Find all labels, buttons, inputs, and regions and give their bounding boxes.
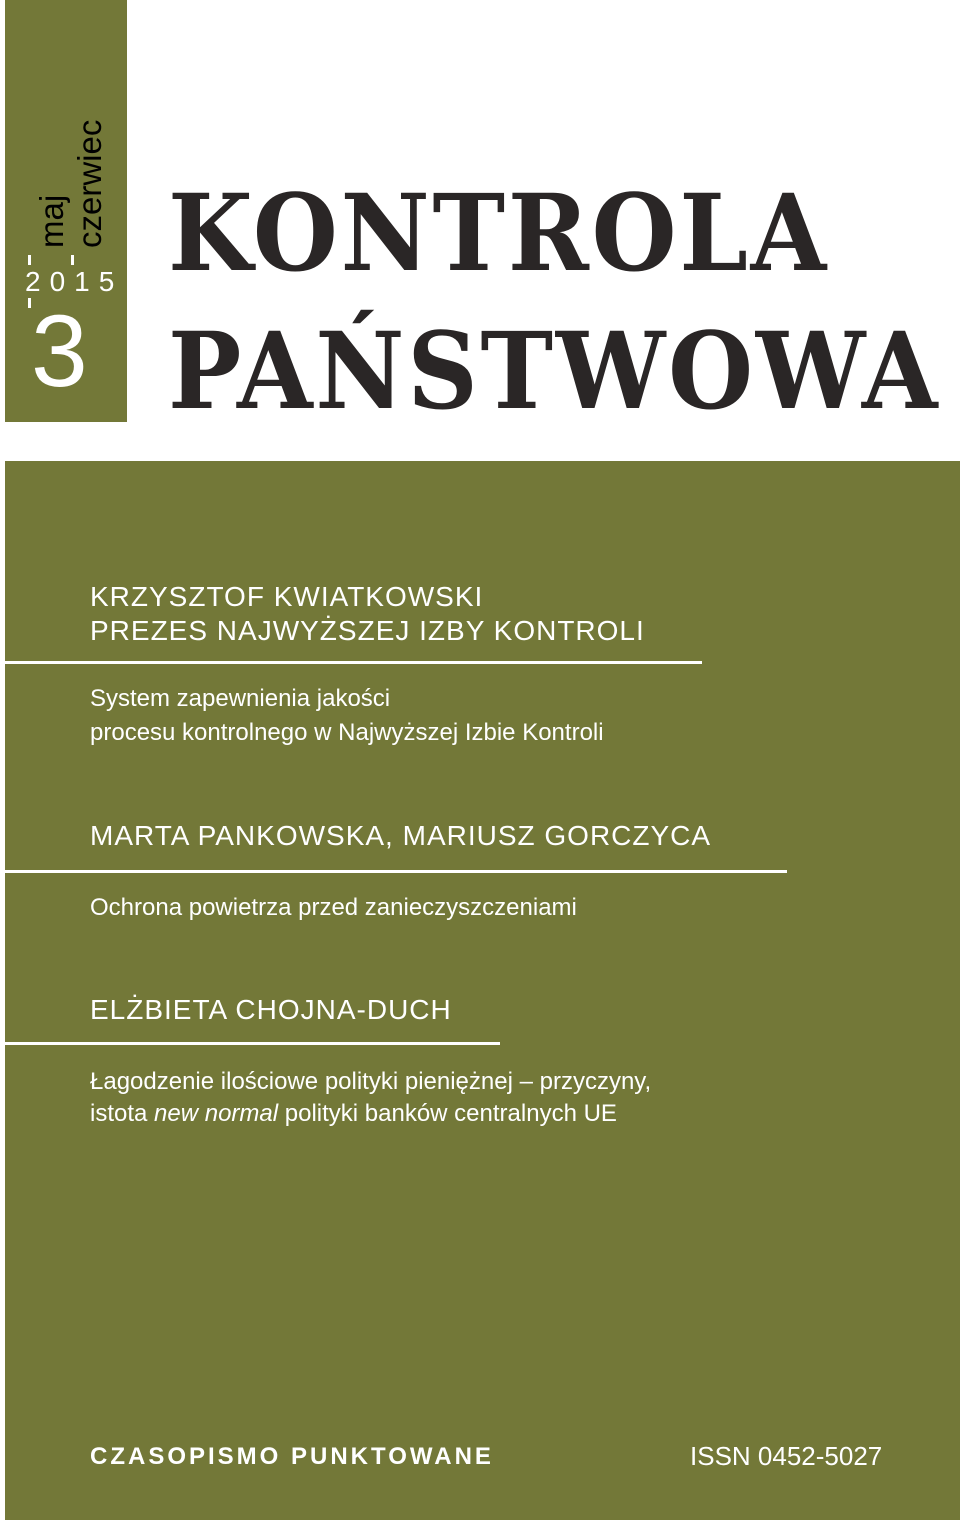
article3-title-pre: istota — [90, 1100, 155, 1127]
article2-rule — [5, 870, 787, 873]
divider-tick-mid — [71, 255, 74, 265]
month-maj: maj — [33, 194, 70, 248]
year-label: 2015 — [25, 266, 124, 297]
article3-title-line1: Łagodzenie ilościowe polityki pieniężnej – przyczyny, — [90, 1068, 652, 1095]
article1-author: KRZYSZTOF KWIATKOWSKI — [90, 581, 484, 612]
article3-title-line2 — [90, 1097, 617, 1131]
footer-issn: ISSN 0452-5027 — [690, 1441, 883, 1471]
article3-title-post: polityki banków centralnych UE — [278, 1100, 617, 1127]
article1-title-line1: System zapewnienia jakości — [90, 685, 391, 712]
contents-panel — [5, 461, 960, 1520]
article2-title: Ochrona powietrza przed zanieczyszczeniami — [90, 894, 577, 921]
issue-number: 3 — [31, 294, 88, 408]
footer-journal-status: CZASOPISMO PUNKTOWANE — [90, 1443, 494, 1470]
article3-rule — [5, 1042, 500, 1045]
article2-authors: MARTA PANKOWSKA, MARIUSZ GORCZYCA — [90, 820, 712, 851]
article1-rule — [5, 661, 702, 664]
article3-title-emphasis: new normal — [154, 1100, 279, 1127]
title-line-1: KONTROLA — [168, 170, 830, 295]
divider-tick-left — [28, 255, 31, 265]
article3-author: ELŻBIETA CHOJNA-DUCH — [90, 994, 452, 1025]
month-czerwiec: czerwiec — [71, 119, 108, 248]
issue-tab — [5, 0, 127, 422]
title-line-2: PAŃSTWOWA — [168, 308, 941, 433]
article1-author-role: PREZES NAJWYŻSZEJ IZBY KONTROLI — [90, 615, 645, 646]
article1-title-line2: procesu kontrolnego w Najwyższej Izbie Kontroli — [90, 719, 604, 746]
